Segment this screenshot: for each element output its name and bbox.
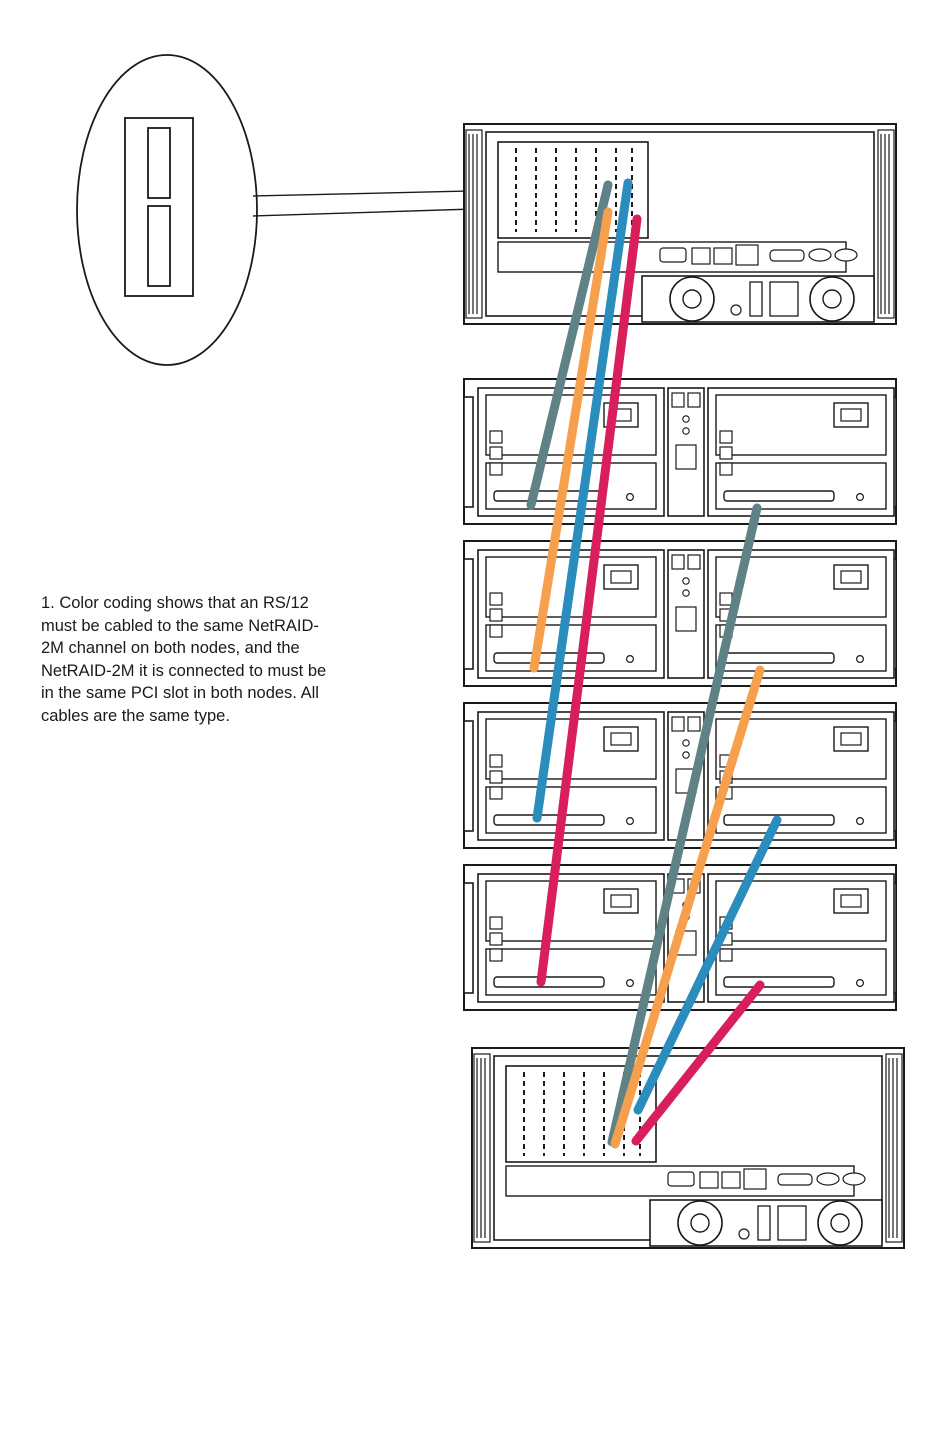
pci-connector-callout (77, 55, 257, 365)
storage-rs12-2 (464, 541, 896, 686)
server-node-top (464, 124, 896, 324)
cabling-note: 1. Color coding shows that an RS/12 must be cabled to the same NetRAID-2M channel on both nodes, and the NetRAID-2M it is connected to must be in the same PCI slot in both nodes. All cables are the same type. (41, 594, 327, 725)
